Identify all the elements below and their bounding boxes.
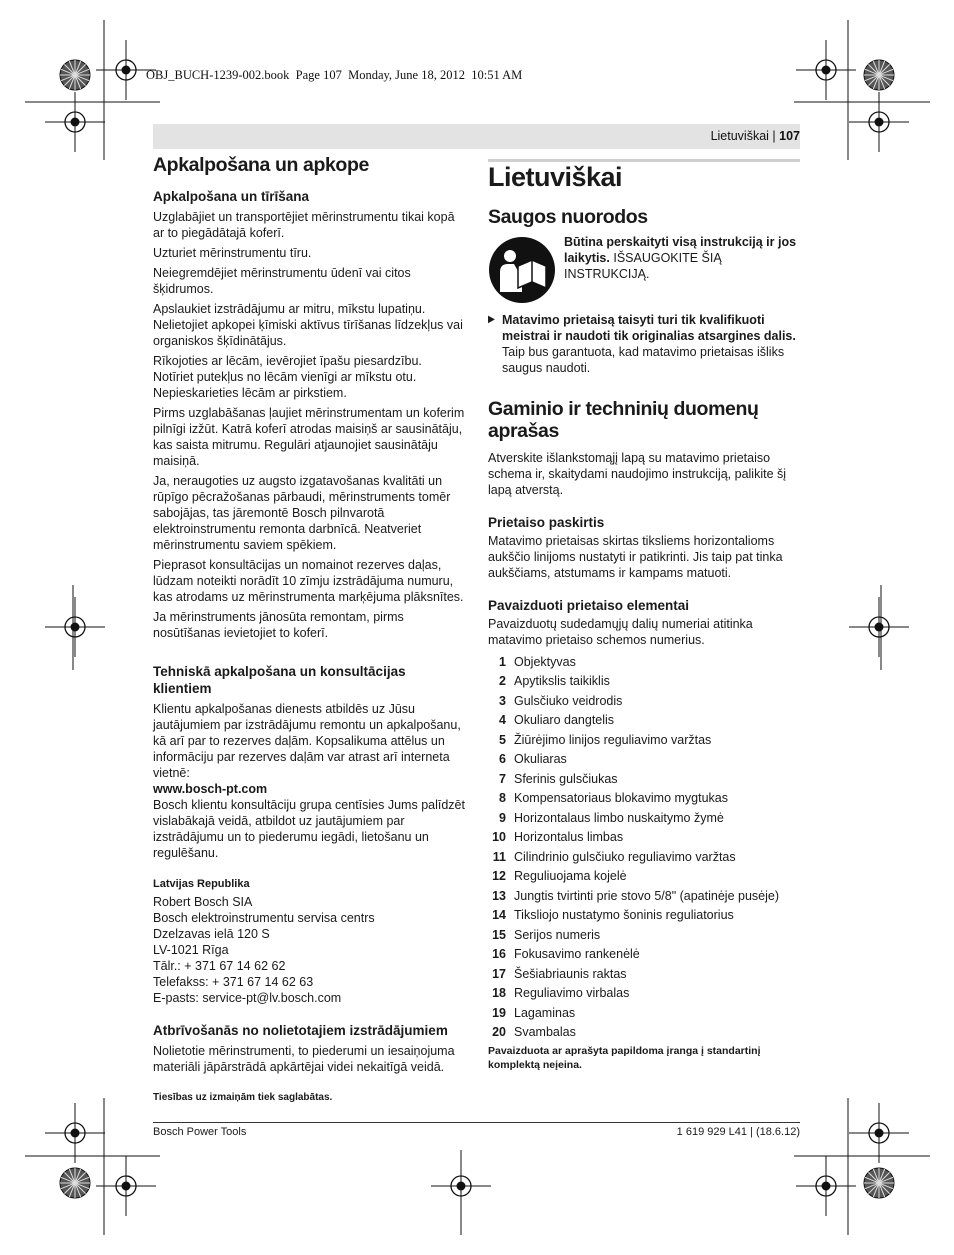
part-item [488,652,800,672]
part-item [488,808,800,828]
paragraph: Pirms uzglabāšanas ļaujiet mērinstrumentam un koferim pilnīgi izžūt. Katrā koferī atrodas maisiņš ar sausinātāju, kas saista mitrumu. Regulāri atjaunojiet sausinātāju maisiņā. [153,406,465,468]
read-manual-icon [488,236,556,304]
address-line: Robert Bosch SIA [153,895,253,909]
part-item [488,945,800,965]
heading-safety: Saugos nuorodos [488,206,648,228]
part-number: 6 [499,752,506,767]
part-item [488,1003,800,1023]
paragraph: Bosch klientu konsultāciju grupa centīsies Jums palīdzēt vislabākajā veidā, atbildot uz jautājumiem par izstrādājumu un to piederumu iegādi, lietošanu un regulēšanu. [153,798,465,860]
part-label: Horizontalaus limbo nuskaitymo žymė [514,810,724,825]
part-label: Tiksliojo nustatymo šoninis reguliatorius [514,908,734,923]
heading-product-description: Gaminio ir techninių duomenų aprašas [488,398,759,442]
proof-line: OBJ_BUCH-1239-002.book Page 107 Monday, June 18, 2012 10:51 AM [146,68,523,82]
part-label: Sferinis gulsčiukas [514,771,618,786]
part-item [488,964,800,984]
part-item [488,711,800,731]
part-label: Gulsčiuko veidrodis [514,693,623,708]
part-item [488,925,800,945]
heading-disposal: Atbrīvošanās no nolietotajiem izstrādājumiem [153,1023,448,1038]
part-label: Kompensatoriaus blokavimo mygtukas [514,791,728,806]
part-label: Reguliuojama kojelė [514,869,627,884]
language-title: Lietuviškai [488,162,623,192]
paragraph: Ja mērinstruments jānosūta remontam, pirms nosūtīšanas ievietojiet to koferī. [153,610,404,640]
part-item [488,867,800,887]
part-number: 10 [492,830,506,845]
part-number: 7 [499,771,506,786]
part-label: Šešiabriaunis raktas [514,966,627,981]
paragraph: Nolietotie mērinstrumenti, to piederumi un iesaiņojuma materiāli jāpārstrādā apkārtējai videi nekaitīgā veidā. [153,1044,455,1074]
part-item [488,828,800,848]
part-label: Apytikslis taikiklis [514,674,610,689]
part-label: Reguliavimo virbalas [514,986,630,1001]
safety-bullet [488,312,800,376]
footer-left: Bosch Power Tools [153,1126,247,1138]
part-label: Jungtis tvirtinti prie stovo 5/8" (apatinėje pusėje) [514,888,779,903]
part-label: Fokusavimo rankenėlė [514,947,640,962]
left-column [153,154,465,1105]
part-number: 18 [492,986,506,1001]
part-number: 13 [492,888,506,903]
part-number: 11 [492,849,506,864]
part-number: 14 [492,908,506,923]
part-number: 17 [492,966,506,981]
header-language: Lietuviškai [710,129,769,143]
part-label: Objektyvas [514,654,576,669]
paragraph: Uzturiet mērinstrumentu tīru. [153,246,312,260]
paragraph: Atverskite išlankstomąjį lapą su matavimo prietaiso schema ir, skaitydami naudojimo instrukciją, palikite šį lapą atverstą. [488,451,787,497]
part-item [488,769,800,789]
part-item [488,886,800,906]
part-number: 16 [492,947,506,962]
part-label: Lagaminas [514,1005,576,1020]
part-label: Horizontalus limbas [514,830,624,845]
section-title-maintenance: Apkalpošana un apkope [153,154,369,176]
part-number: 8 [499,791,506,806]
paragraph: Uzglabājiet un transportējiet mērinstrumentu tikai kopā ar to piegādātajā koferī. [153,210,455,240]
address-line: Bosch elektroinstrumentu servisa centrs [153,911,375,925]
notice-bold: Būtina perskaityti visą instrukciją ir jos laikytis. [564,235,797,265]
page-number: 107 [779,129,800,143]
website-link[interactable]: www.bosch-pt.com [153,782,268,796]
heading-cleaning: Apkalpošana un tīrīšana [153,189,310,204]
bullet-rest: Taip bus garantuota, kad matavimo prietaisas išliks saugus naudoti. [502,345,785,375]
part-number: 20 [492,1025,506,1040]
paragraph: Klientu apkalpošanas dienests atbildēs uz Jūsu jautājumiem par izstrādājumu remontu un apkalpošanu, kā arī par to rezerves daļām. Kopsalikuma attēlus un informāciju par rezerves daļām var atrast arī interneta vietnē: [153,702,461,780]
paragraph: Pieprasot konsultācijas un nomainot rezerves daļas, lūdzam noteikti norādīt 10 zīmju izstrādājuma numuru, kas atrodams uz mērinstrumenta marķējuma plāksnītes. [153,558,464,604]
part-item [488,750,800,770]
notice-rest: IŠSAUGOKITE ŠIĄ INSTRUKCIJĄ. [564,251,722,281]
part-number: 2 [499,674,506,689]
paragraph: Matavimo prietaisas skirtas tiksliems horizontalioms aukščio linijoms nustatyti ir patikrinti. Jis taip pat tinka aukščiams, atstumams ir kampams matuoti. [488,534,783,580]
part-number: 9 [499,810,506,825]
part-item [488,730,800,750]
bullet-triangle-icon: ▶ [488,314,495,325]
part-label: Okuliaras [514,752,567,767]
running-header: Lietuviškai | 107 [710,129,800,143]
address-line: Telefakss: + 371 67 14 62 63 [153,975,314,989]
parts-list [488,652,800,1042]
part-number: 4 [499,713,506,728]
paragraph: Neiegremdējiet mērinstrumentu ūdenī vai citos šķidrumos. [153,266,411,296]
right-column [488,162,800,1072]
part-label: Okuliaro dangtelis [514,713,615,728]
part-label: Žiūrėjimo linijos reguliavimo varžtas [514,732,712,747]
part-item [488,691,800,711]
paragraph: Rīkojoties ar lēcām, ievērojiet īpašu piesardzību. Notīriet putekļus no lēcām vienīgi ar mīkstu otu. Nepieskarieties lēcām ar pirkstiem. [153,354,422,400]
address-line: LV-1021 Rīga [153,943,229,957]
address-line: Dzelzavas ielā 120 S [153,927,270,941]
part-item [488,906,800,926]
part-number: 12 [492,869,506,884]
part-number: 19 [492,1005,506,1020]
rights-note: Tiesības uz izmaiņām tiek saglabātas. [153,1092,333,1103]
part-item [488,672,800,692]
part-number: 5 [499,732,506,747]
part-label: Serijos numeris [514,927,601,942]
footer-right: 1 619 929 L41 | (18.6.12) [676,1126,800,1138]
part-number: 15 [492,927,506,942]
paragraph: Ja, neraugoties uz augsto izgatavošanas kvalitāti un rūpīgo pēcražošanas pārbaudi, mērinstruments tomēr sabojājas, tas jāremontē Bosch pilnvarotā elektroinstrumentu remonta darbnīcā. Neatveriet mērinstrumentu saviem spēkiem. [153,474,451,552]
heading-purpose: Prietaiso paskirtis [488,515,605,530]
part-item [488,847,800,867]
part-item [488,789,800,809]
bullet-bold: Matavimo prietaisą taisyti turi tik kvalifikuoti meistrai ir naudoti tik originalias atsargines dalis. [502,313,796,343]
footer-rule [153,1122,800,1123]
accessories-note: Pavaizduota ar aprašyta papildoma įranga į standartinį komplektą neįeina. [488,1045,761,1071]
paragraph: Apslaukiet izstrādājumu ar mitru, mīkstu lupatiņu. Nelietojiet apkopei ķīmiski aktīvus tīrīšanas līdzekļus vai organiskos šķīdinātājus. [153,302,463,348]
country-heading: Latvijas Republika [153,878,250,890]
heading-elements: Pavaizduoti prietaiso elementai [488,598,690,613]
part-item [488,1023,800,1043]
address-line: Tālr.: + 371 67 14 62 62 [153,959,286,973]
running-header-bar [153,124,800,149]
paragraph: Pavaizduotų sudedamųjų dalių numeriai atitinka matavimo prietaiso schemos numerius. [488,617,753,647]
address-line: E-pasts: service-pt@lv.bosch.com [153,991,342,1005]
part-number: 1 [499,654,506,669]
safety-notice [488,236,800,304]
part-label: Cilindrinio gulsčiuko reguliavimo varžtas [514,849,736,864]
part-number: 3 [499,693,506,708]
part-item [488,984,800,1004]
part-label: Svambalas [514,1025,576,1040]
heading-service: Tehniskā apkalpošana un konsultācijas klientiem [153,664,406,696]
